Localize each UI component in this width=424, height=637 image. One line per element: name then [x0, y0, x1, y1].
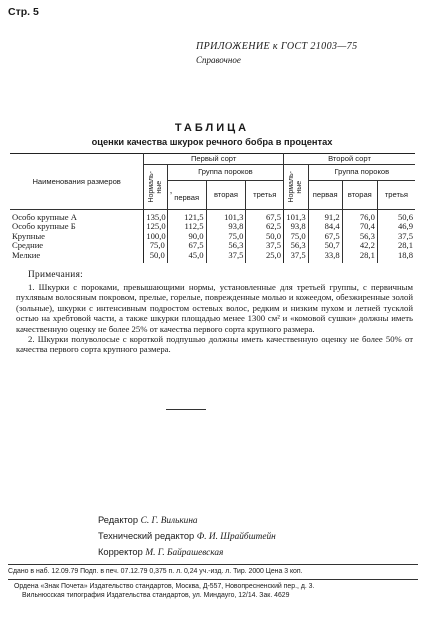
row-value-cell: 121,5 [167, 209, 206, 222]
notes-heading: Примечания: [28, 270, 84, 280]
appendix-title: ПРИЛОЖЕНИЕ к ГОСТ 21003—75 [196, 41, 358, 52]
tech-editor-label: Технический редактор [98, 531, 195, 541]
row-value-cell: 50,6 [377, 209, 415, 222]
row-value-cell: 135,0 [144, 209, 167, 222]
row-value-cell: 50,0 [246, 232, 284, 242]
row-value-cell: 56,3 [284, 241, 309, 251]
row-size-name: Средние [12, 240, 44, 251]
row-value-cell: 56,3 [206, 241, 246, 251]
row-value-cell: 100,0 [144, 232, 167, 242]
table-row [10, 222, 415, 232]
row-value-cell: 101,3 [206, 209, 246, 222]
table-row [10, 251, 415, 263]
appendix-subtitle: Справочное [196, 55, 241, 65]
row-value-cell: 112,5 [167, 222, 206, 232]
imprint-rule-top [8, 564, 418, 565]
note-2: 2. Шкурки полуволосые с короткой подпушью должны иметь качественную оценку не более 50% от качества первого сорта крупного размера. [16, 334, 413, 355]
row-value-cell: 91,2 [308, 209, 342, 222]
corrector-credit [98, 547, 223, 558]
publisher-line: Ордена «Знак Почета» Издательство стандартов, Москва, Д-557, Новопресненский пер., д. 3. [14, 583, 315, 590]
corrector-label: Корректор [98, 547, 143, 557]
row-value-cell: 93,8 [206, 222, 246, 232]
defect-second-header-2: вторая [342, 180, 377, 209]
editor-credit [98, 515, 198, 526]
table-row [10, 241, 415, 251]
row-value-cell: 18,8 [377, 251, 415, 263]
row-value-cell: 50,0 [144, 251, 167, 263]
second-grade-header: Второй сорт [284, 154, 416, 165]
row-value-cell: 56,3 [342, 232, 377, 242]
row-value-cell: 67,5 [167, 241, 206, 251]
row-value-cell: 28,1 [342, 251, 377, 263]
row-value-cell: 42,2 [342, 241, 377, 251]
printer-line: Вильнюсская типография Издательства стандартов, ул. Миндауго, 12/14. Зак. 4629 [22, 592, 290, 599]
row-value-cell: 46,9 [377, 222, 415, 232]
page-number: Стр. 5 [8, 6, 39, 18]
editor-label: Редактор [98, 515, 139, 525]
row-size-name: Особо крупные Б [12, 221, 76, 232]
col-name-header: Наименования размеров [10, 154, 144, 210]
row-value-cell: 45,0 [167, 251, 206, 263]
row-value-cell: 90,0 [167, 232, 206, 242]
row-value-cell: 37,5 [284, 251, 309, 263]
row-size-name: Крупные [12, 230, 45, 241]
normal-header-1 [144, 164, 167, 209]
row-value-cell: 25,0 [246, 251, 284, 263]
row-value-cell: 62,5 [246, 222, 284, 232]
row-value-cell: 67,5 [246, 209, 284, 222]
row-value-cell: 28,1 [377, 241, 415, 251]
normal-header-2 [284, 164, 309, 209]
row-value-cell: 37,5 [377, 232, 415, 242]
imprint-line: Сдано в наб. 12.09.79 Подп. в печ. 07.12.79 0,375 п. л. 0,24 уч.-изд. л. Тир. 2000 Цена 3 коп. [8, 568, 303, 575]
table-subtitle: оценки качества шкурок речного бобра в процентах [91, 137, 333, 147]
first-grade-header: Первый сорт [144, 154, 284, 165]
row-value-cell: 33,8 [308, 251, 342, 263]
row-value-cell: 75,0 [144, 241, 167, 251]
tech-editor-credit [98, 531, 276, 542]
row-value-cell: 101,3 [284, 209, 309, 222]
row-value-cell: 76,0 [342, 209, 377, 222]
row-size-name: Особо крупные А [12, 211, 77, 222]
defect-second-header-1: вторая [206, 180, 246, 209]
quality-table [10, 153, 415, 263]
normal-label-1: Нормаль- ные [147, 170, 163, 203]
tech-editor-name: Ф. И. Шрайбштейн [196, 532, 276, 542]
defect-third-header-2: третья [377, 180, 415, 209]
row-size-name: Мелкие [12, 249, 41, 260]
defect-first-header-2: первая [308, 180, 342, 209]
table-row [10, 232, 415, 242]
row-value-cell: 125,0 [144, 222, 167, 232]
row-value-cell: 75,0 [206, 232, 246, 242]
row-value-cell: 84,4 [308, 222, 342, 232]
defect-group-header-2: Группа пороков [308, 164, 415, 180]
defect-third-header-1: третья [246, 180, 284, 209]
editor-name: С. Г. Вилькина [140, 516, 198, 526]
row-value-cell: 50,7 [308, 241, 342, 251]
note-1: 1. Шкурки с пороками, превышающими нормы, установленные для третьей группы, с первичным пухлявым волосяным покровом, прелые, горелые, поврежденные молью и кожеедом, обезжиренные золой (зольные), шкурки с интенсивным подростом остевых волос, редким и низким пухом и летней тусклой остью на хребтовой части, а также шкурки площадью менее 1300 см² и «комовой сушки» должны иметь качественную оценку не более 25% от качества первого сорта крупного размера. [16, 282, 413, 334]
imprint-rule-bottom [8, 579, 418, 580]
defect-group-header-1: Группа пороков [167, 164, 283, 180]
row-value-cell: 67,5 [308, 232, 342, 242]
row-value-cell: 93,8 [284, 222, 309, 232]
row-value-cell: 37,5 [246, 241, 284, 251]
normal-mark: , [169, 184, 173, 195]
row-value-cell: 70,4 [342, 222, 377, 232]
normal-label-2: Нормаль- ные [287, 170, 303, 203]
defect-first-label-1: первая [174, 192, 200, 202]
row-value-cell: 75,0 [284, 232, 309, 242]
row-value-cell: 37,5 [206, 251, 246, 263]
notes-body [16, 282, 413, 355]
table-title: ТАБЛИЦА [174, 122, 250, 134]
separator-line [166, 409, 206, 410]
corrector-name: М. Г. Байрашевская [145, 548, 224, 558]
defect-first-header-1 [167, 180, 206, 209]
